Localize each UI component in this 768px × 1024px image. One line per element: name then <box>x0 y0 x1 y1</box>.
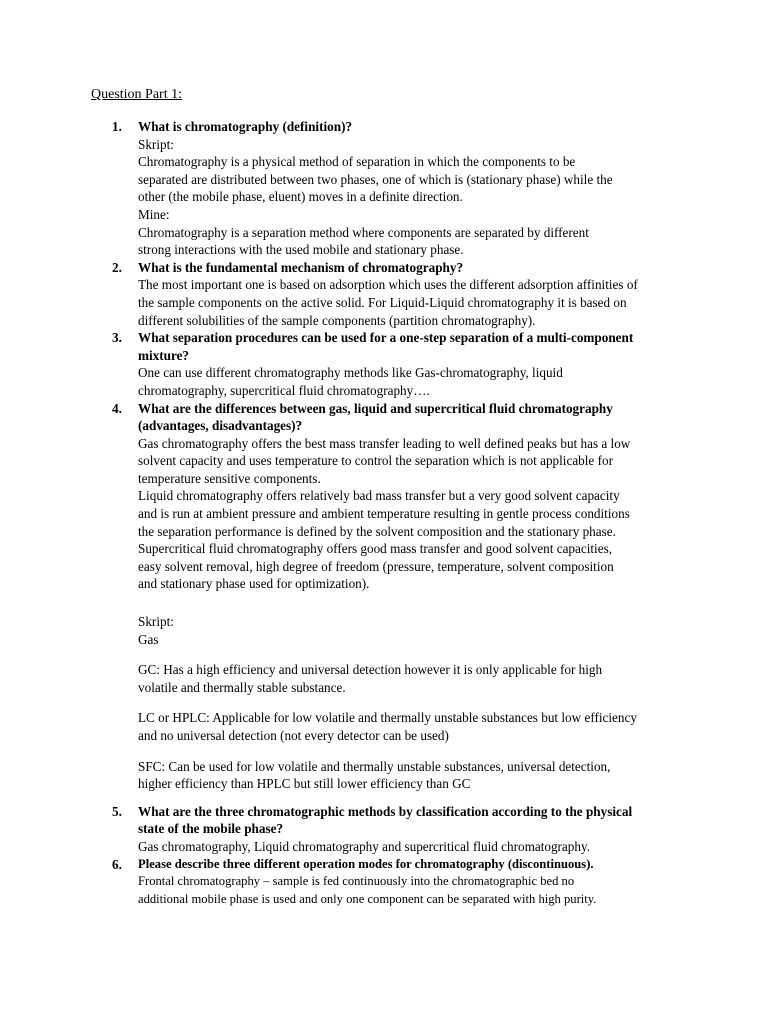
answer-line: volatile and thermally stable substance. <box>138 679 346 695</box>
answer-line: Liquid chromatography offers relatively bad mass transfer but a very good solvent capacity <box>138 488 620 504</box>
answer-line: additional mobile phase is used and only one component can be separated with high purity. <box>138 891 597 906</box>
question-3 <box>112 329 682 399</box>
question-number: 5. <box>112 803 122 819</box>
answer-line: One can use different chromatography methods like Gas-chromatography, liquid <box>138 365 563 381</box>
answer-line: other (the mobile phase, eluent) moves in a definite direction. <box>138 189 463 205</box>
answer-line: strong interactions with the used mobile and stationary phase. <box>138 242 464 258</box>
answer-line: the sample components on the active solid. For Liquid-Liquid chromatography it is based on <box>138 294 627 310</box>
question-list <box>112 118 682 908</box>
answer-line: different solubilities of the sample components (partition chromatography). <box>138 312 536 328</box>
answer-line: solvent capacity and uses temperature to control the separation which is not applicable for <box>138 453 613 469</box>
mine-label: Mine: <box>138 206 170 222</box>
answer-line: SFC: Can be used for low volatile and thermally unstable substances, universal detection, <box>138 758 611 774</box>
skript-label: Skript: <box>138 614 174 630</box>
answer-line: and stationary phase used for optimization). <box>138 576 370 592</box>
section-heading: Question Part 1: <box>91 87 182 102</box>
answer-line: temperature sensitive components. <box>138 470 321 486</box>
answer-line: higher efficiency than HPLC but still lower efficiency than GC <box>138 776 471 792</box>
question-title: What is chromatography (definition)? <box>138 119 353 134</box>
answer-line: the separation performance is defined by the solvent composition and the stationary phase. <box>138 523 616 539</box>
answer-line: LC or HPLC: Applicable for low volatile and thermally unstable substances but low efficiency <box>138 710 637 726</box>
question-number: 4. <box>112 400 122 416</box>
answer-line: chromatography, supercritical fluid chromatography…. <box>138 382 430 398</box>
question-2 <box>112 259 682 329</box>
question-title: mixture? <box>138 347 190 363</box>
question-5 <box>112 803 682 856</box>
answer-line: and is run at ambient pressure and ambient temperature resulting in gentle process conditions <box>138 506 630 522</box>
question-title: Please describe three different operation modes for chromatography (discontinuous). <box>138 856 594 871</box>
question-title: What are the three chromatographic methods by classification according to the physical <box>138 803 633 819</box>
question-6 <box>112 856 682 909</box>
question-title: What is the fundamental mechanism of chromatography? <box>138 259 464 275</box>
answer-line: GC: Has a high efficiency and universal detection however it is only applicable for high <box>138 662 603 678</box>
skript-subheading: Gas <box>138 631 159 647</box>
answer-line: Chromatography is a physical method of separation in which the components to be <box>138 154 576 170</box>
answer-line: easy solvent removal, high degree of freedom (pressure, temperature, solvent composition <box>138 558 614 574</box>
answer-line: The most important one is based on adsorption which uses the different adsorption affinities of <box>138 277 638 293</box>
answer-line: Frontal chromatography – sample is fed continuously into the chromatographic bed no <box>138 874 575 889</box>
question-title: (advantages, disadvantages)? <box>138 418 303 434</box>
question-number: 1. <box>112 119 122 134</box>
question-title: state of the mobile phase? <box>138 821 284 837</box>
question-number: 3. <box>112 330 122 346</box>
question-title: What separation procedures can be used for a one-step separation of a multi-component <box>138 330 634 346</box>
question-title: What are the differences between gas, liquid and supercritical fluid chromatography <box>138 400 613 416</box>
question-number: 2. <box>112 259 122 275</box>
answer-line: separated are distributed between two phases, one of which is (stationary phase) while the <box>138 171 613 187</box>
answer-line: Supercritical fluid chromatography offers good mass transfer and good solvent capacities, <box>138 541 612 557</box>
question-4 <box>112 400 682 803</box>
question-number: 6. <box>112 856 122 872</box>
answer-line: and no universal detection (not every detector can be used) <box>138 728 449 743</box>
skript-label: Skript: <box>138 136 174 152</box>
answer-line: Chromatography is a separation method where components are separated by different <box>138 224 589 240</box>
question-1 <box>112 118 682 259</box>
answer-line: Gas chromatography offers the best mass transfer leading to well defined peaks but has a low <box>138 435 631 451</box>
answer-line: Gas chromatography, Liquid chromatography and supercritical fluid chromatography. <box>138 838 591 854</box>
